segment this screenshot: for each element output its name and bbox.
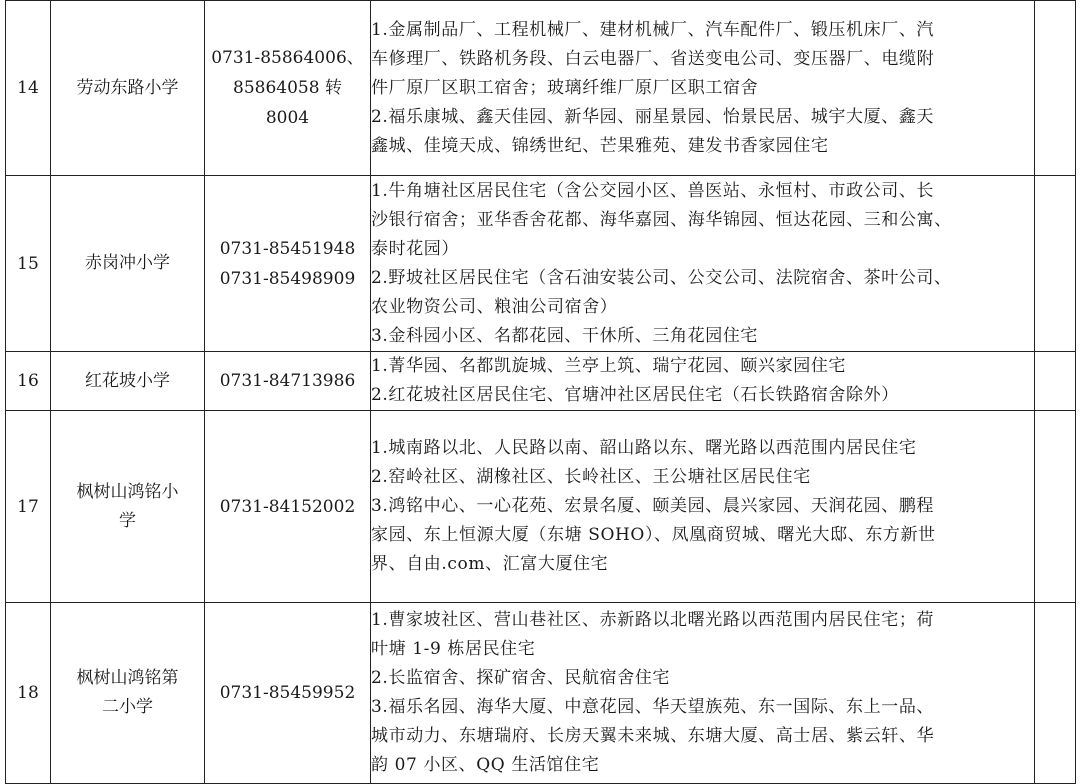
area-line: 沙银行宿舍；亚华香舍花都、海华嘉园、海华锦园、恒达花园、三和公寓、: [371, 209, 952, 230]
enrollment-area-cell: [371, 352, 1035, 411]
school-name-cell: [51, 176, 205, 352]
school-name-cell: [51, 411, 205, 603]
row-number: [6, 352, 51, 411]
empty-cell: [1035, 411, 1076, 603]
phone-cell: [205, 1, 371, 176]
area-line: 3.金科园小区、名都花园、干休所、三角花园住宅: [371, 325, 759, 346]
area-line: 1.菁华园、名都凯旋城、兰亭上筑、瑞宁花园、颐兴家园住宅: [371, 356, 847, 376]
phone-line: 0731-84152002: [219, 496, 356, 517]
area-line: 件厂原厂区职工宿舍；玻璃纤维厂原厂区职工宿舍: [371, 77, 759, 98]
enrollment-area-cell: [371, 1, 1035, 176]
empty-cell: [1035, 176, 1076, 352]
area-line: 叶塘 1-9 栋居民住宅: [371, 639, 536, 659]
row-number: [6, 1, 51, 176]
area-line: 2.长监宿舍、探矿宿舍、民航宿舍住宅: [371, 668, 671, 688]
area-line: 1.牛角塘社区居民住宅（含公交园小区、兽医站、永恒村、市政公司、长: [371, 180, 935, 201]
school-name-line: 枫树山鸿铭第: [76, 668, 179, 688]
table-row: [6, 176, 1076, 352]
area-line: 鑫城、佳境天成、锦绣世纪、芒果雅苑、建发书香家园住宅: [371, 135, 829, 156]
table-row: [6, 603, 1076, 784]
area-line: 泰时花园）: [371, 238, 459, 259]
row-number: [6, 603, 51, 784]
school-name-line: 赤岗冲小学: [85, 253, 170, 273]
area-line: 2.红花坡社区居民住宅、官塘冲社区居民住宅（石长铁路宿舍除外）: [371, 385, 899, 405]
area-line: 车修理厂、铁路机务段、白云电器厂、省送变电公司、变压器厂、电缆附: [371, 48, 935, 69]
phone-line: 0731-85498909: [219, 268, 356, 289]
school-name-line: 二小学: [102, 697, 153, 717]
school-name-line: 学: [119, 510, 136, 531]
area-line: 2.野坡社区居民住宅（含石油安装公司、公交公司、法院宿舍、茶叶公司、: [371, 267, 952, 288]
empty-cell: [1035, 603, 1076, 784]
row-number: [6, 176, 51, 352]
area-line: 2.福乐康城、鑫天佳园、新华园、丽星景园、怡景民居、城宇大厦、鑫天: [371, 106, 935, 127]
area-line: 韵 07 小区、QQ 生活馆住宅: [371, 755, 600, 775]
school-name-line: 红花坡小学: [85, 370, 170, 391]
empty-cell: [1035, 1, 1076, 176]
school-name-cell: [51, 352, 205, 411]
table-row: [6, 411, 1076, 603]
empty-cell: [1035, 352, 1076, 411]
phone-cell: [205, 176, 371, 352]
area-line: 1.金属制品厂、工程机械厂、建材机械厂、汽车配件厂、锻压机床厂、汽: [371, 19, 935, 40]
phone-line: 85864058 转: [233, 78, 342, 98]
table-row: [6, 352, 1076, 411]
school-district-table: [5, 0, 1076, 784]
area-line: 1.曹家坡社区、营山巷社区、赤新路以北曙光路以西范围内居民住宅；荷: [371, 610, 935, 630]
row-number-text: 14: [17, 78, 39, 98]
row-number-text: 15: [17, 253, 39, 274]
area-line: 城市动力、东塘瑞府、长房天翼未来城、东塘大厦、高士居、紫云轩、华: [371, 726, 935, 746]
table-row: [6, 1, 1076, 176]
phone-cell: [205, 352, 371, 411]
enrollment-area-cell: [371, 603, 1035, 784]
phone-line: 0731-84713986: [219, 371, 356, 391]
area-line: 1.城南路以北、人民路以南、韶山路以东、曙光路以西范围内居民住宅: [371, 438, 917, 458]
phone-line: 0731-85459952: [219, 683, 356, 703]
row-number-text: 16: [17, 371, 39, 391]
area-line: 2.窑岭社区、湖橡社区、长岭社区、王公塘社区居民住宅: [371, 467, 811, 487]
area-line: 3.鸿铭中心、一心花苑、宏景名厦、颐美园、晨兴家园、天润花园、鹏程: [371, 496, 935, 516]
phone-line: 0731-85451948: [219, 238, 356, 259]
phone-cell: [205, 603, 371, 784]
area-line: 3.福乐名园、海华大厦、中意花园、华天望族苑、东一国际、东上一品、: [371, 697, 935, 717]
row-number-text: 17: [17, 496, 39, 517]
row-number-text: 18: [17, 683, 39, 703]
area-line: 家园、东上恒源大厦（东塘 SOHO）、凤凰商贸城、曙光大邸、东方新世: [371, 525, 936, 545]
phone-cell: [205, 411, 371, 603]
phone-line: 0731-85864006、: [211, 48, 364, 68]
school-name-cell: [51, 603, 205, 784]
school-name-cell: [51, 1, 205, 176]
enrollment-area-cell: [371, 176, 1035, 352]
school-name-line: 枫树山鸿铭小: [76, 481, 179, 502]
enrollment-area-cell: [371, 411, 1035, 603]
area-line: 界、自由.com、汇富大厦住宅: [371, 554, 609, 574]
area-line: 农业物资公司、粮油公司宿舍）: [371, 296, 618, 317]
school-name-line: 劳动东路小学: [76, 77, 179, 98]
row-number: [6, 411, 51, 603]
phone-line: 8004: [265, 108, 310, 128]
